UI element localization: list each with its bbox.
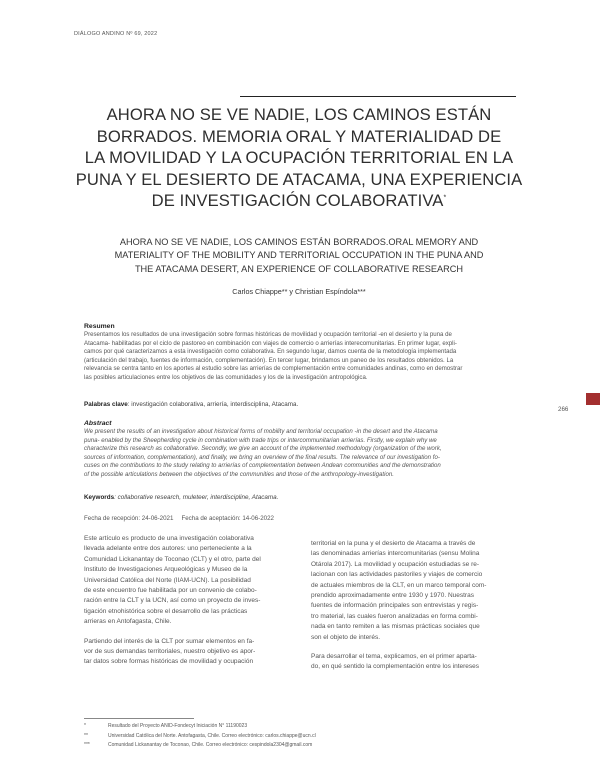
body-line: nada en tanto remiten a las mismas prácticas sociales que <box>311 623 480 631</box>
body-line: Instituto de Investigaciones Arqueológicas y Museo de la <box>84 566 248 574</box>
date-received: Fecha de recepción: 24-06-2021 <box>84 515 174 522</box>
body-line: do, en qué sentido la complementación entre los intereses <box>311 663 480 671</box>
resumen-text <box>84 331 516 382</box>
footnote-text: Resultado del Proyecto ANID-Fondecyt Iniciación N° 11190023 <box>108 723 248 729</box>
subtitle-line: AHORA NO SE VE NADIE, LOS CAMINOS ESTÁN BORRADOS.ORAL MEMORY AND <box>119 237 479 247</box>
footnote <box>84 732 316 742</box>
body-line: Comunidad Lickanantay de Toconao (CLT) y el otro, parte del <box>84 555 261 563</box>
resumen-line: Presentamos los resultados de una investigación sobre formas históricas de movilidad y ocupación territorial -en el desierto y la puna de <box>84 331 452 338</box>
body-line: Otárola 2017). La movilidad y ocupación estudiadas se re- <box>311 560 480 568</box>
page-edge-tab <box>586 393 600 405</box>
body-line: tigación etnohistórica sobre el desarrollo de las prácticas <box>84 607 248 615</box>
footnote <box>84 741 316 751</box>
abstract-line: characterize this research as collaborative. Secondly, we give an account of the implemented methodology (organization of the work, <box>84 445 442 452</box>
footnote-rule <box>84 718 194 719</box>
footnote-mark: *** <box>84 742 90 748</box>
resumen-line: camos por qué caracterizamos a esta investigación como colaborativa. En segundo lugar, damos cuenta de la metodología implementada <box>84 348 457 355</box>
body-line: vor de sus demandas territoriales, nuestro objetivo es apor- <box>84 648 256 656</box>
resumen-line: Atacama- habilitadas por el ciclo de pastoreo en combinación con viajes de comercio o arrierías interecomunitarias. En primer lugar, expli- <box>84 339 457 347</box>
abstract-line: We present the results of an investigation about historical forms of mobility and territorial occupation -in the desert and the Atacama <box>84 428 438 435</box>
body-line: lacionan con las actividades pastoriles y viajes de comercio <box>311 571 483 579</box>
abstract-line: puna- enabled by the Sheepherding cycle in combination with trade trips or intercommunitarian arrierías. Firstly, we explain why we <box>84 436 437 444</box>
body-line: tar datos sobre formas históricas de movilidad y ocupación <box>84 658 254 666</box>
title-line: AHORA NO SE VE NADIE, LOS CAMINOS ESTÁN <box>106 105 492 124</box>
body-line: de este encuentro fue habilitada por un convenio de colabo- <box>84 587 257 595</box>
title-line: BORRADOS. MEMORIA ORAL Y MATERIALIDAD DE <box>96 126 502 146</box>
abstract-line: of the possible articulations between the objectives of the communities and those of the anthropology-investigation. <box>84 470 394 478</box>
keywords-label: Keywords <box>84 494 115 501</box>
body-line: prendido aproximadamente entre 1930 y 1970. Nuestras <box>311 592 474 600</box>
palabras-clave <box>84 401 516 408</box>
body-column-left <box>84 534 298 677</box>
keywords <box>84 494 516 501</box>
body-line: territorial en la puna y el desierto de Atacama a través de <box>311 540 476 547</box>
footnotes <box>84 722 316 751</box>
page-number: 266 <box>558 406 569 413</box>
abstract-line: sources of information, complementation), and finally, we bring an overview of the final results. The relevance of our investigation fo- <box>84 453 440 461</box>
body-line: Este artículo es producto de una investigación colaborativa <box>84 535 254 542</box>
footnote-text: Universidad Católica del Norte. Antofagasta, Chile. Correo electrónico: carlos.chiappe@ucn.cl <box>108 732 316 739</box>
palabras-clave-label: Palabras clave <box>84 401 128 408</box>
body-line: tro material, las cuales fueron analizadas en forma combi- <box>311 612 478 620</box>
body-paragraph <box>84 637 298 668</box>
body-line: llevada adelante entre dos autores: uno perteneciente a la <box>84 545 252 553</box>
footnote-text: Comunidad Lickanantay de Toconao, Chile. Correo electrónico: cespindola2304@gmail.com <box>108 742 313 748</box>
title-line: LA MOVILIDAD Y LA OCUPACIÓN TERRITORIAL EN LA <box>84 148 514 168</box>
footnote-mark: ** <box>84 732 88 739</box>
resumen-line: (articulación del trabajo, fuentes de información, complementación). En tercer lugar, brindamos un paneo de los resultados obtenidos. La <box>84 356 454 364</box>
title-rule <box>240 96 516 97</box>
journal-header: DIÁLOGO ANDINO Nº 69, 2022 <box>74 31 158 37</box>
body-paragraph <box>311 539 525 643</box>
body-line: Universidad Católica del Norte (IIAM-UCN). La posibilidad <box>84 576 251 584</box>
body-line: de actuales miembros de la CLT, en un marco temporal com- <box>311 581 487 589</box>
footnote-mark: * <box>84 723 86 729</box>
abstract-text <box>84 428 516 479</box>
body-line: Para desarrollar el tema, explicamos, en el primer aparta- <box>311 653 477 661</box>
dates <box>84 515 274 522</box>
footnote <box>84 722 316 732</box>
title-line: PUNA Y EL DESIERTO DE ATACAMA, UNA EXPERIENCIA <box>75 169 523 189</box>
subtitle-line: MATERIALITY OF THE MOBILITY AND TERRITORIAL OCCUPATION IN THE PUNA AND <box>114 250 484 261</box>
resumen-line: las posibles articulaciones entre los objetivos de las comunidades y los de la investigación antropológica. <box>84 373 368 381</box>
body-line: Partiendo del interés de la CLT por sumar elementos en fa- <box>84 637 255 645</box>
body-paragraph <box>84 534 298 628</box>
body-line: fuentes de información principales son entrevistas y regis- <box>311 602 479 610</box>
body-line: son el objeto de interés. <box>311 633 381 641</box>
body-paragraph <box>311 652 525 673</box>
abstract-line: cuses on the contributions to the study relating to arrierías of complementation between Andean communities and the demonstration <box>84 462 441 469</box>
title-line-text: DE INVESTIGACIÓN COLABORATIVA <box>151 191 444 211</box>
body-line: las denominadas arrierías intercomunitarias (sensu Molina <box>311 550 480 558</box>
article-subtitle-english <box>74 236 524 276</box>
article-title <box>74 104 524 212</box>
body-line: ración entre la CLT y la UCN, así como un proyecto de inves- <box>84 597 261 605</box>
title-line <box>74 190 524 212</box>
authors: Carlos Chiappe** y Christian Espíndola*** <box>232 287 366 296</box>
body-line: arrieras en Antofagasta, Chile. <box>84 618 172 626</box>
resumen-line: relevancia se centra tanto en los aportes al estudio sobre las arrierías de complementación entre comunidades andinas, como en demostrar <box>84 365 463 372</box>
abstract-heading: Abstract <box>84 420 112 427</box>
date-accepted: Fecha de aceptación: 14-06-2022 <box>181 515 274 522</box>
keywords-value: : collaborative research, muleteer, interdiscipline, Atacama. <box>114 494 279 501</box>
resumen-heading: Resumen <box>84 323 115 330</box>
palabras-clave-value: : investigación colaborativa, arriería, interdisciplina, Atacama. <box>127 401 299 408</box>
title-footnote-mark[interactable]: * <box>443 194 447 202</box>
subtitle-line: THE ATACAMA DESERT, AN EXPERIENCE OF COLLABORATIVE RESEARCH <box>134 263 464 274</box>
body-column-right <box>311 539 525 682</box>
